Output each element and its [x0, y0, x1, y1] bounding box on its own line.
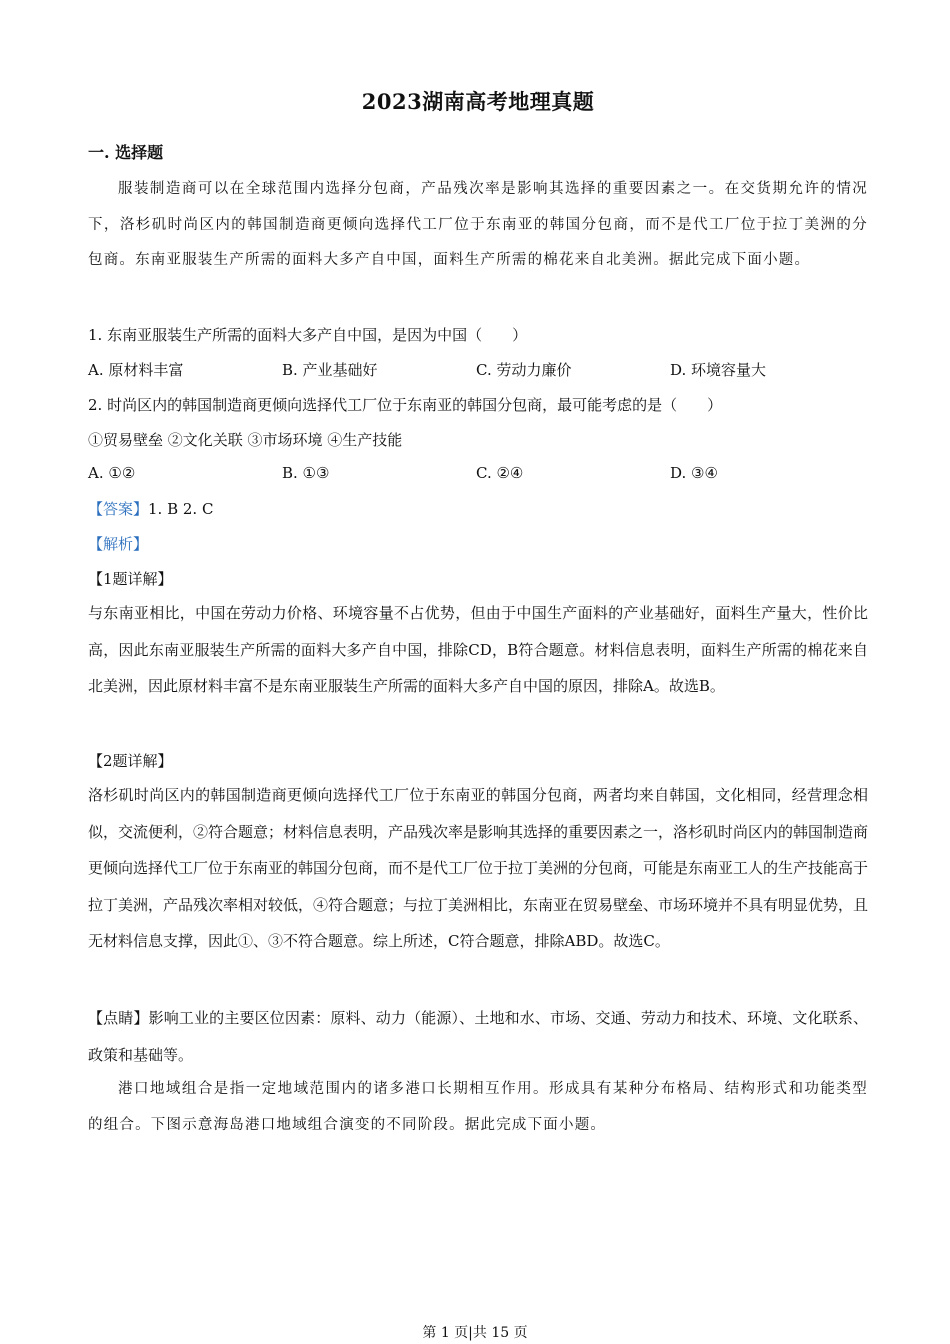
tip-block	[88, 1000, 868, 1073]
detail-2-text: 洛杉矶时尚区内的韩国制造商更倾向选择代工厂位于东南亚的韩国分包商，两者均来自韩国，文化相同，经营理念相似，交流便利，②符合题意；材料信息表明，产品残次率是影响其选择的重要因素之一，洛杉矶时尚区内的韩国制造商更倾向选择代工厂位于东南亚的韩国分包商，而不是代工厂位于拉丁美洲的分包商，可能是东南亚工人的生产技能高于拉丁美洲，产品残次率相对较低，④符合题意；与拉丁美洲相比，东南亚在贸易壁垒、市场环境并不具有明显优势，且无材料信息支撑，因此①、③不符合题意。综上所述，C符合题意，排除ABD。故选C。	[88, 786, 869, 950]
tip-text: 影响工业的主要区位因素：原料、动力（能源）、土地和水、市场、交通、劳动力和技术、环境、文化联系、政策和基础等。	[88, 1009, 868, 1064]
answer-text: 1. B 2. C	[148, 500, 214, 518]
q2-option-c: C. ②④	[476, 464, 524, 482]
q1-option-a: A. 原材料丰富	[88, 361, 184, 379]
question-2-items: ①贸易壁垒 ②文化关联 ③市场环境 ④生产技能	[88, 431, 403, 449]
q1-option-d: D. 环境容量大	[670, 361, 767, 379]
q2-option-d: D. ③④	[670, 464, 718, 482]
page-footer: 第 1 页|共 15 页	[422, 1325, 528, 1341]
section-heading: 一. 选择题	[88, 143, 164, 162]
detail-2-tag: 【2题详解】	[88, 752, 173, 770]
q2-option-a: A. ①②	[88, 464, 136, 482]
answer-line	[88, 498, 213, 519]
question-1-stem: 1. 东南亚服装生产所需的面料大多产自中国，是因为中国（ ）	[88, 326, 528, 344]
question-2-stem: 2. 时尚区内的韩国制造商更倾向选择代工厂位于东南亚的韩国分包商，最可能考虑的是（ ）	[88, 396, 723, 414]
q2-option-b: B. ①③	[282, 464, 330, 482]
q1-option-b: B. 产业基础好	[282, 361, 378, 379]
analysis-tag: 【解析】	[88, 535, 149, 553]
answer-tag: 【答案】	[88, 500, 149, 518]
document-title: 2023湖南高考地理真题	[361, 89, 595, 114]
detail-1-text: 与东南亚相比，中国在劳动力价格、环境容量不占优势，但由于中国生产面料的产业基础好，面料生产量大，性价比高，因此东南亚服装生产所需的面料大多产自中国，排除CD，B符合题意。材料信息表明，面料生产所需的棉花来自北美洲，因此原材料丰富不是东南亚服装生产所需的面料大多产自中国的原因，排除A。故选B。	[88, 604, 868, 695]
q1-option-c: C. 劳动力廉价	[476, 361, 572, 379]
detail-1-tag: 【1题详解】	[88, 570, 173, 588]
tip-tag: 【点睛】	[88, 1009, 149, 1027]
passage-2: 港口地域组合是指一定地域范围内的诸多港口长期相互作用。形成具有某种分布格局、结构形式和功能类型的组合。下图示意海岛港口地域组合演变的不同阶段。据此完成下面小题。	[88, 1081, 868, 1133]
passage-1: 服装制造商可以在全球范围内选择分包商，产品残次率是影响其选择的重要因素之一。在交货期允许的情况下，洛杉矶时尚区内的韩国制造商更倾向选择代工厂位于东南亚的韩国分包商，而不是代工厂位于拉丁美洲的分包商。东南亚服装生产所需的面料大多产自中国，面料生产所需的棉花来自北美洲。据此完成下面小题。	[88, 181, 868, 268]
